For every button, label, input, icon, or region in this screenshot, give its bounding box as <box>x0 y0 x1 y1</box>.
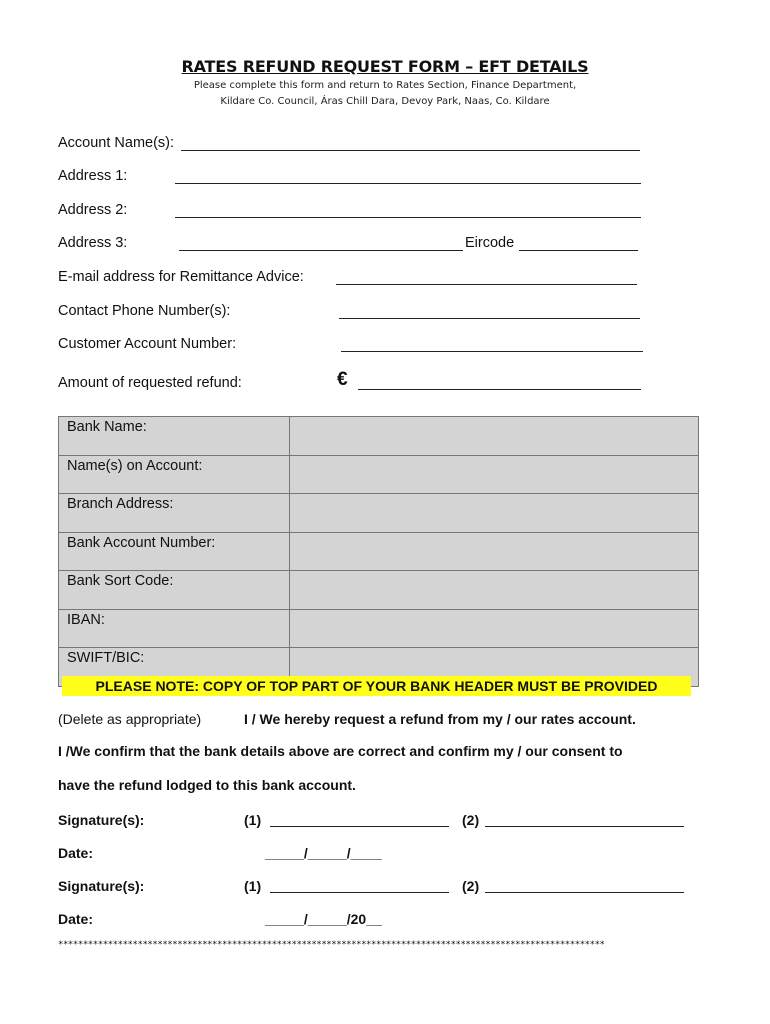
email-label: E-mail address for Remittance Advice: <box>58 269 304 285</box>
address2-line[interactable] <box>175 217 641 218</box>
delete-hint: (Delete as appropriate) <box>58 711 202 727</box>
signature-4-marker: (2) <box>462 878 480 894</box>
signature-label: Signature(s): <box>58 878 145 894</box>
table-row <box>59 571 699 610</box>
signature-4-line[interactable] <box>485 892 684 893</box>
customer-account-label: Customer Account Number: <box>58 336 237 352</box>
address3-label: Address 3: <box>58 235 128 251</box>
address1-line[interactable] <box>175 183 641 184</box>
request-statement: I / We hereby request a refund from my / our rates account. <box>244 711 636 727</box>
bank-header-note: PLEASE NOTE: COPY OF TOP PART OF YOUR BANK HEADER MUST BE PROVIDED <box>62 676 691 696</box>
footer-divider-stars: ************************************************************************************************************** <box>58 940 605 950</box>
table-row <box>59 532 699 571</box>
address2-label: Address 2: <box>58 202 128 218</box>
bank-account-number-label: Bank Account Number: <box>59 532 290 571</box>
sort-code-field[interactable] <box>290 571 699 610</box>
customer-account-line[interactable] <box>341 351 643 352</box>
account-names-line[interactable] <box>181 150 640 151</box>
date-label: Date: <box>58 911 94 927</box>
date-label: Date: <box>58 845 94 861</box>
iban-field[interactable] <box>290 609 699 648</box>
refund-amount-label: Amount of requested refund: <box>58 375 242 391</box>
form-subtitle-line1: Please complete this form and return to Rates Section, Finance Department, <box>193 80 577 91</box>
signature-2-marker: (2) <box>462 812 480 828</box>
bank-name-field[interactable] <box>290 417 699 456</box>
account-holder-label: Name(s) on Account: <box>59 455 290 494</box>
signature-3-marker: (1) <box>244 878 262 894</box>
phone-line[interactable] <box>339 318 640 319</box>
signature-label: Signature(s): <box>58 812 145 828</box>
sort-code-label: Bank Sort Code: <box>59 571 290 610</box>
date-1-field[interactable]: _____/_____/____ <box>265 845 382 861</box>
bank-details-table <box>58 416 699 687</box>
branch-address-label: Branch Address: <box>59 494 290 533</box>
signature-1-line[interactable] <box>270 826 449 827</box>
swift-bic-label: SWIFT/BIC: <box>59 648 290 687</box>
email-line[interactable] <box>336 284 637 285</box>
confirm-statement-line1: I /We confirm that the bank details above are correct and confirm my / our consent to <box>58 743 623 759</box>
iban-label: IBAN: <box>59 609 290 648</box>
table-row <box>59 455 699 494</box>
bank-name-label: Bank Name: <box>59 417 290 456</box>
eircode-line[interactable] <box>519 250 638 251</box>
account-holder-field[interactable] <box>290 455 699 494</box>
confirm-statement-line2: have the refund lodged to this bank account. <box>58 777 356 793</box>
signature-2-line[interactable] <box>485 826 684 827</box>
account-names-label: Account Name(s): <box>58 135 175 151</box>
address3-line[interactable] <box>179 250 463 251</box>
table-row <box>59 417 699 456</box>
table-row <box>59 609 699 648</box>
eircode-label: Eircode <box>465 235 515 251</box>
table-row <box>59 494 699 533</box>
address1-label: Address 1: <box>58 168 128 184</box>
refund-amount-line[interactable] <box>358 389 641 390</box>
form-subtitle-line2: Kildare Co. Council, Áras Chill Dara, Devoy Park, Naas, Co. Kildare <box>220 96 550 107</box>
phone-label: Contact Phone Number(s): <box>58 303 231 319</box>
form-title: RATES REFUND REQUEST FORM – EFT DETAILS <box>181 57 589 76</box>
signature-1-marker: (1) <box>244 812 262 828</box>
date-2-field[interactable]: _____/_____/20__ <box>265 911 382 927</box>
branch-address-field[interactable] <box>290 494 699 533</box>
bank-account-number-field[interactable] <box>290 532 699 571</box>
euro-symbol: € <box>337 369 348 390</box>
signature-3-line[interactable] <box>270 892 449 893</box>
